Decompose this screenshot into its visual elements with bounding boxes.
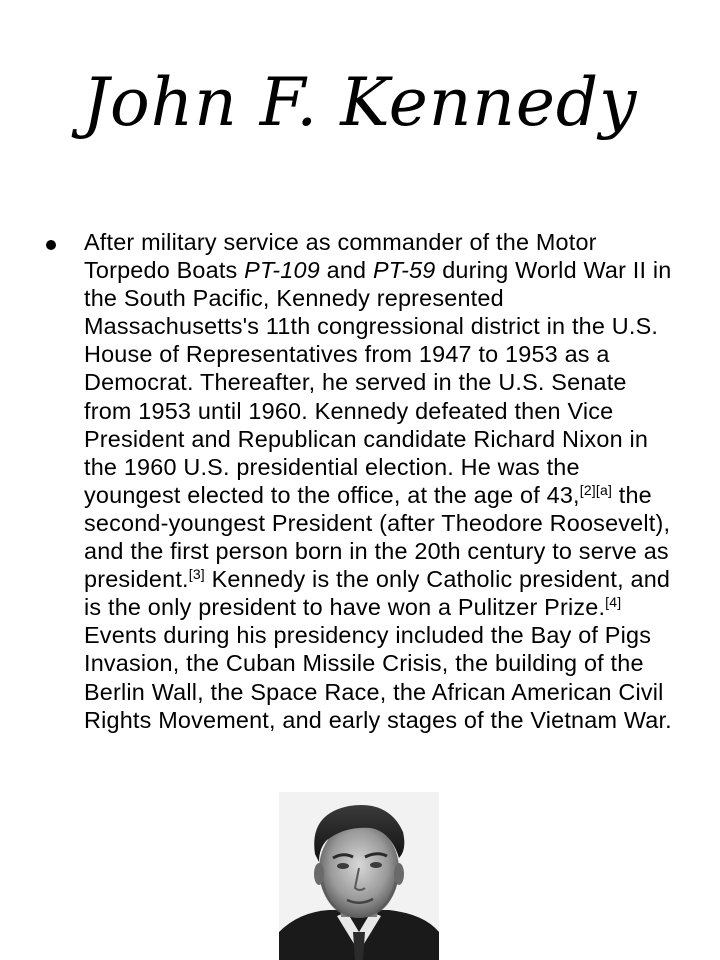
slide-title: John F. Kennedy xyxy=(82,64,638,141)
bullet-item xyxy=(46,228,678,734)
kennedy-portrait xyxy=(279,792,439,960)
citation-ref: [2][a] xyxy=(579,481,613,498)
bullet-text xyxy=(84,228,678,734)
bullet-dot xyxy=(46,240,56,250)
text-segment: the second-youngest President (after Theodore Roosevelt), and the first person born in the 20th century to serve as president. xyxy=(84,481,671,593)
text-segment: Events during his presidency included the Bay of Pigs Invasion, the Cuban Missile Crisis, the building of the Berlin Wall, the Space Race, the African American Civil Rights Movement, and early stages of the Vietnam War. xyxy=(84,622,672,733)
boat-name: PT-59 xyxy=(372,257,436,284)
citation-ref: [3] xyxy=(188,566,205,583)
boat-name: PT-109 xyxy=(244,257,320,284)
text-segment: during World War II in the South Pacific, Kennedy represented Massachusetts's 11th congressional district in the U.S. House of Representatives from 1947 to 1953 as a Democrat. Thereafter, he served in the U.S. Senate from 1953 until 1960. Kennedy defeated then Vice President and Republican candidate Richard Nixon in the 1960 U.S. presidential election. He was the youngest elected to the office, at the age of 43, xyxy=(84,257,672,508)
citation-ref: [4] xyxy=(605,594,622,611)
text-segment: and xyxy=(319,257,373,284)
text-segment: Kennedy is the only Catholic president, and is the only president to have won a Pulitzer Prize. xyxy=(84,566,671,621)
text-segment: After military service as commander of the Motor Torpedo Boats xyxy=(84,229,597,284)
